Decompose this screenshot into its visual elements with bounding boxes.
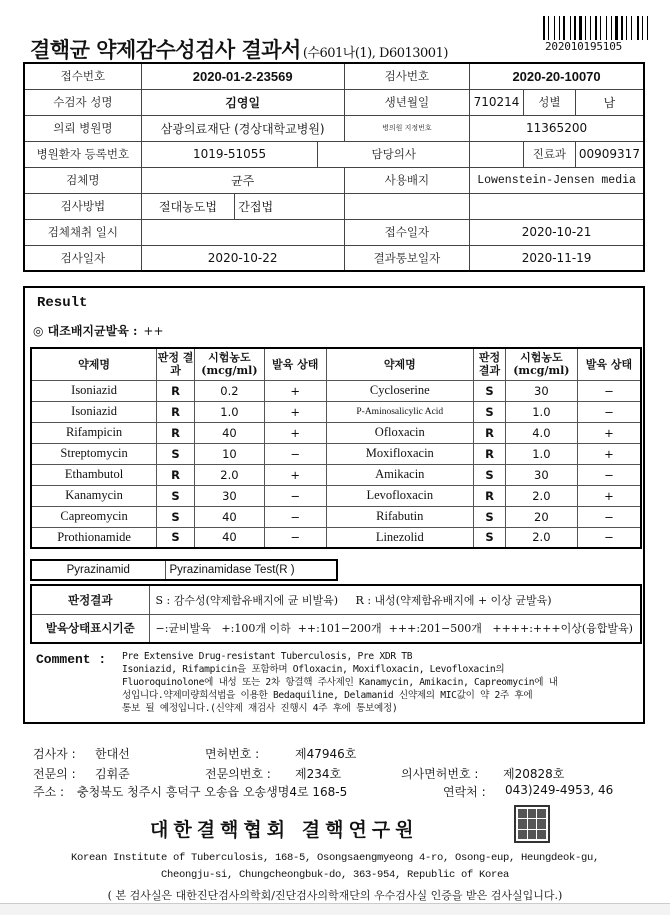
address-label: 주소 : <box>33 785 65 799</box>
drug-name: P-Aminosalicylic Acid <box>326 401 474 422</box>
drug-row <box>31 401 641 422</box>
license-label: 면허번호 : <box>205 747 260 761</box>
english-address-line-2: Cheongju-si, Chungcheongbuk-do, 363-954, Republic of Korea <box>160 869 510 881</box>
drug-growth: − <box>264 443 326 464</box>
drug-row <box>31 506 641 527</box>
pyrazinamid-value: Pyrazinamidase Test(R ) <box>165 560 337 580</box>
drug-growth: − <box>577 401 641 422</box>
drug-result: S <box>474 506 506 527</box>
drug-name: Cycloserine <box>326 380 474 401</box>
barcode <box>543 16 667 40</box>
drug-name: Linezolid <box>326 527 474 548</box>
header-growth: 발육 상태 <box>577 348 641 380</box>
examiner-name: 한대선 <box>95 747 130 761</box>
reported-label: 결과통보일자 <box>344 245 469 271</box>
received-date: 2020-10-21 <box>470 219 644 245</box>
contact-label: 연락처 : <box>443 785 486 799</box>
document-title: 결핵균 약제감수성검사 결과서 (수601나(1), D6013001) <box>30 37 448 62</box>
drug-concentration: 2.0 <box>194 464 264 485</box>
drug-growth: − <box>577 527 641 548</box>
drug-result: R <box>474 422 506 443</box>
drug-name: Isoniazid <box>31 401 157 422</box>
organization-name: 대한결핵협회 결핵연구원 <box>150 819 419 841</box>
drug-row <box>31 485 641 506</box>
drug-growth: − <box>264 485 326 506</box>
method-absolute: 절대농도법 <box>141 193 235 219</box>
drug-result: R <box>157 380 195 401</box>
drug-growth: + <box>264 380 326 401</box>
specialist-row <box>33 765 633 781</box>
drug-concentration: 1.0 <box>505 401 577 422</box>
drug-concentration: 40 <box>194 506 264 527</box>
drug-result: R <box>157 422 195 443</box>
tested-date: 2020-10-22 <box>141 245 344 271</box>
header-conc: 시험농도 (mcg/ml) <box>194 348 264 380</box>
license-no: 제47946호 <box>295 747 357 761</box>
drug-growth: − <box>577 380 641 401</box>
sex-label: 성별 <box>523 89 575 115</box>
judge-label: 판정결과 <box>31 585 149 614</box>
specialist-label: 전문의 : <box>33 767 76 781</box>
collect-label: 검체채취 일시 <box>24 219 141 245</box>
doctor-license-no: 제20828호 <box>503 767 565 781</box>
reception-no-label: 접수번호 <box>24 63 141 89</box>
patient-info-table <box>23 62 645 272</box>
doctor-license-label: 의사면허번호 : <box>401 767 479 781</box>
drug-growth: + <box>577 485 641 506</box>
specialist-no: 제234호 <box>295 767 342 781</box>
comment-line: Pre Extensive Drug-resistant Tuberculosis, Pre XDR TB <box>122 651 413 662</box>
birth-date: 710214 <box>470 89 524 115</box>
pyrazinamid-label: Pyrazinamid <box>31 560 165 580</box>
examiner-label: 검사자 : <box>33 747 76 761</box>
document-code: (수601나(1), D6013001) <box>302 46 448 61</box>
drug-growth: + <box>264 401 326 422</box>
method-label: 검사방법 <box>24 193 141 219</box>
drug-result: R <box>157 464 195 485</box>
drug-result: S <box>474 464 506 485</box>
comment-label: Comment : <box>36 652 107 667</box>
drug-growth: + <box>577 422 641 443</box>
dept-label: 진료과 <box>523 141 575 167</box>
examiner-row <box>33 745 633 761</box>
reception-no: 2020-01-2-23569 <box>141 63 344 89</box>
registration-label: 병원환자 등록번호 <box>24 141 141 167</box>
drug-growth: − <box>577 464 641 485</box>
received-label: 접수일자 <box>344 219 469 245</box>
registration-no: 1019-51055 <box>141 141 318 167</box>
specimen-label: 검체명 <box>24 167 141 193</box>
drug-name: Moxifloxacin <box>326 443 474 464</box>
header-drug: 약제명 <box>31 348 157 380</box>
dept-code: 00909317 <box>575 141 644 167</box>
specimen: 균주 <box>141 167 344 193</box>
medium: Lowenstein-Jensen media <box>470 167 644 193</box>
doctor-label: 담당의사 <box>318 141 470 167</box>
sex: 남 <box>575 89 644 115</box>
drug-row <box>31 527 641 548</box>
drug-result: R <box>474 443 506 464</box>
drug-row <box>31 443 641 464</box>
patient-name: 김영일 <box>141 89 344 115</box>
drug-name: Ofloxacin <box>326 422 474 443</box>
comment-line: Isoniazid, Rifampicin을 포함하며 Ofloxacin, Moxifloxacin, Levofloxacin의 <box>122 664 505 675</box>
drug-row <box>31 464 641 485</box>
drug-name: Kanamycin <box>31 485 157 506</box>
specialist-name: 김휘준 <box>95 767 130 781</box>
drug-growth: + <box>577 443 641 464</box>
drug-name: Ethambutol <box>31 464 157 485</box>
drug-concentration: 30 <box>505 380 577 401</box>
drug-name: Streptomycin <box>31 443 157 464</box>
contact: 043)249-4953, 46 <box>505 783 614 797</box>
drug-concentration: 40 <box>194 422 264 443</box>
english-address-line-1: Korean Institute of Tuberculosis, 168-5, Osongsaengmyeong 4-ro, Osong-eup, Heungdeok-gu, <box>70 852 600 864</box>
birth-label: 생년월일 <box>344 89 469 115</box>
address-row <box>33 783 633 799</box>
drug-concentration: 1.0 <box>505 443 577 464</box>
drug-concentration: 30 <box>505 464 577 485</box>
drug-growth: − <box>264 527 326 548</box>
header-result: 판정 결과 <box>474 348 506 380</box>
patient-label: 수검자 성명 <box>24 89 141 115</box>
control-growth-label: ◎ 대조배지균발육 : <box>33 324 138 338</box>
hospital-code: 11365200 <box>470 115 644 141</box>
certification-note: ( 본 검사실은 대한진단검사의학회/진단검사의학재단의 우수검사실 인증을 받은 검사실입니다.) <box>107 889 563 902</box>
drug-row <box>31 422 641 443</box>
drug-name: Isoniazid <box>31 380 157 401</box>
judgement-legend <box>30 584 642 644</box>
growth-legend-text: −:균비발육 +:100개 이하 ++:101−200개 +++:201−500개 ++++:+++이상(융합발육) <box>149 614 641 643</box>
hospital-name: 삼광의료재단 (경상대학교병원) <box>141 115 344 141</box>
drug-growth: + <box>264 464 326 485</box>
header-drug: 약제명 <box>326 348 474 380</box>
reported-date: 2020-11-19 <box>470 245 644 271</box>
judge-text: S : 감수성(약제함유배지에 균 비발육) R : 내성(약제함유배지에 + 이상 균발육) <box>149 585 641 614</box>
drug-growth: − <box>577 506 641 527</box>
barcode-number: 202010195105 <box>545 40 623 53</box>
drug-concentration: 1.0 <box>194 401 264 422</box>
test-no-label: 검사번호 <box>344 63 469 89</box>
drug-growth: + <box>264 422 326 443</box>
control-growth-value: ++ <box>143 324 164 338</box>
drug-concentration: 2.0 <box>505 485 577 506</box>
pyrazinamid-row <box>30 559 338 581</box>
collect-date <box>141 219 344 245</box>
doctor-name <box>470 141 524 167</box>
official-seal <box>514 805 550 843</box>
drug-concentration: 0.2 <box>194 380 264 401</box>
drug-concentration: 10 <box>194 443 264 464</box>
drug-result: S <box>157 485 195 506</box>
control-growth <box>33 322 164 339</box>
drug-result: S <box>157 527 195 548</box>
result-title: Result <box>37 295 88 311</box>
comment-line: Fluoroquinolone에 내성 또는 2차 항결핵 주사제인 Kanamycin, Amikacin, Capreomycin에 내 <box>122 677 558 688</box>
comment-text <box>122 650 634 715</box>
drug-susceptibility-table <box>30 347 642 549</box>
tested-label: 검사일자 <box>24 245 141 271</box>
drug-concentration: 40 <box>194 527 264 548</box>
comment-line: 통보 될 예정입니다.(신약제 재검사 진행시 4주 후에 통보예정) <box>122 703 398 714</box>
medium-label: 사용배지 <box>344 167 469 193</box>
drug-name: Prothionamide <box>31 527 157 548</box>
growth-legend-label: 발육상태표시기준 <box>31 614 149 643</box>
drug-name: Rifabutin <box>326 506 474 527</box>
hospital-label: 의뢰 병원명 <box>24 115 141 141</box>
page-bottom-edge <box>0 903 670 915</box>
header-conc: 시험농도 (mcg/ml) <box>505 348 577 380</box>
drug-concentration: 30 <box>194 485 264 506</box>
header-growth: 발육 상태 <box>264 348 326 380</box>
specialist-no-label: 전문의번호 : <box>205 767 271 781</box>
comment-line: 성입니다.약제미량희석법을 이용한 Bedaquiline, Delamanid 신약제의 MIC값이 약 2주 후에 <box>122 690 533 701</box>
drug-result: S <box>474 527 506 548</box>
drug-row <box>31 380 641 401</box>
drug-growth: − <box>264 506 326 527</box>
header-result: 판정 결과 <box>157 348 195 380</box>
test-no: 2020-20-10070 <box>470 63 644 89</box>
drug-result: R <box>157 401 195 422</box>
method-indirect: 간접법 <box>235 193 344 219</box>
drug-result: S <box>157 443 195 464</box>
drug-result: R <box>474 485 506 506</box>
hospital-code-label: 병의원 지정번호 <box>344 115 469 141</box>
drug-concentration: 4.0 <box>505 422 577 443</box>
drug-concentration: 2.0 <box>505 527 577 548</box>
drug-name: Levofloxacin <box>326 485 474 506</box>
drug-result: S <box>157 506 195 527</box>
drug-name: Amikacin <box>326 464 474 485</box>
drug-concentration: 20 <box>505 506 577 527</box>
drug-name: Rifampicin <box>31 422 157 443</box>
drug-name: Capreomycin <box>31 506 157 527</box>
address: 충청북도 청주시 흥덕구 오송읍 오송생명4로 168-5 <box>77 785 348 799</box>
drug-result: S <box>474 380 506 401</box>
drug-result: S <box>474 401 506 422</box>
